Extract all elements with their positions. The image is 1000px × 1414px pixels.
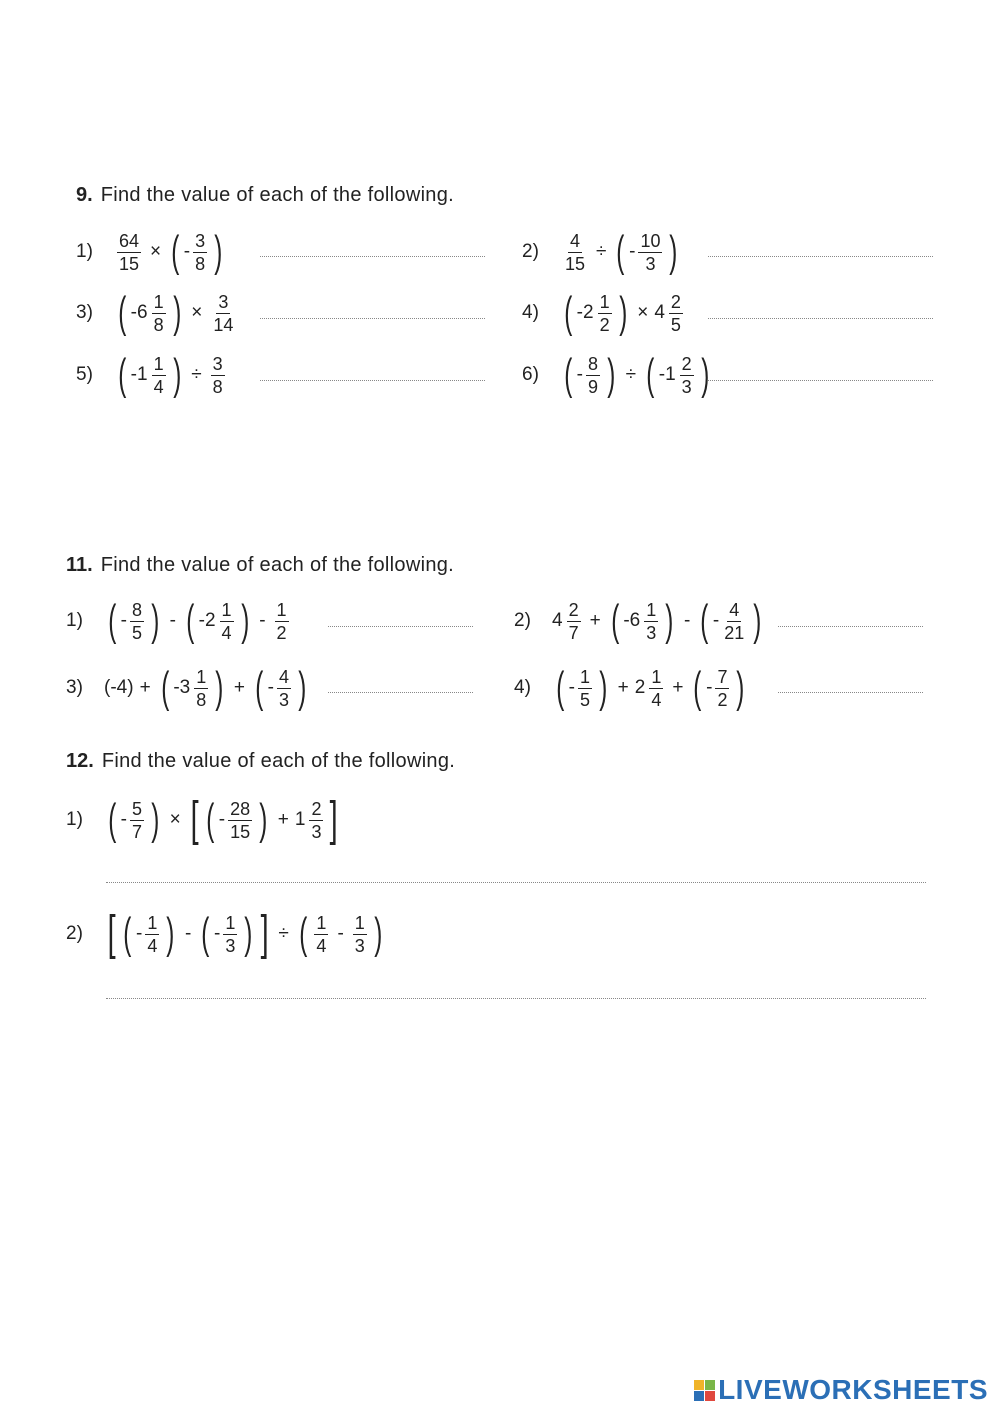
numerator: 1 xyxy=(276,599,287,620)
problem-11-1 xyxy=(66,591,292,651)
fraction xyxy=(130,601,144,642)
parenthesis: ) xyxy=(607,350,616,399)
denominator: 15 xyxy=(230,821,251,842)
fraction xyxy=(314,914,328,955)
problem-9-5 xyxy=(76,345,228,405)
fraction xyxy=(563,232,587,273)
answer-field-11-2[interactable] xyxy=(778,626,923,627)
operator: × xyxy=(169,809,181,830)
denominator: 3 xyxy=(354,935,365,956)
liveworksheets-logo xyxy=(694,1374,988,1406)
numerator: 1 xyxy=(153,291,164,312)
fraction xyxy=(598,293,612,334)
denominator: 15 xyxy=(565,253,586,274)
logo-tile xyxy=(694,1380,704,1390)
math-expression xyxy=(104,596,292,645)
answer-field-9-2[interactable] xyxy=(708,256,933,257)
problem-label: 4) xyxy=(522,302,539,323)
problem-9-2 xyxy=(522,222,682,282)
operator: - xyxy=(337,923,344,944)
sign: - xyxy=(576,364,583,385)
parenthesis: ) xyxy=(618,288,627,337)
problem-label: 6) xyxy=(522,364,539,385)
numerator: 1 xyxy=(646,599,657,620)
logo-tile xyxy=(705,1380,715,1390)
problem-label: 3) xyxy=(76,302,93,323)
numerator: 2 xyxy=(568,599,579,620)
denominator: 4 xyxy=(221,622,232,643)
denominator: 7 xyxy=(131,821,142,842)
parenthesis: ( xyxy=(646,350,655,399)
fraction xyxy=(152,355,166,396)
parenthesis: ( xyxy=(108,795,117,844)
math-expression xyxy=(114,350,228,399)
fraction xyxy=(145,914,159,955)
math-expression xyxy=(104,907,386,960)
parenthesis: ) xyxy=(665,596,674,645)
numerator: 1 xyxy=(221,599,232,620)
denominator: 14 xyxy=(213,314,234,335)
parenthesis: ) xyxy=(214,227,223,276)
parenthesis: ) xyxy=(172,288,181,337)
denominator: 4 xyxy=(316,935,327,956)
numerator: 10 xyxy=(640,230,661,251)
operator: × xyxy=(191,302,203,323)
numerator: 2 xyxy=(681,353,692,374)
parenthesis: ) xyxy=(259,795,268,844)
whole-number: 4 xyxy=(552,610,563,631)
operator: + xyxy=(233,677,246,698)
operator: × xyxy=(637,302,649,323)
parenthesis: ( xyxy=(700,596,709,645)
math-expression xyxy=(114,227,227,276)
denominator: 4 xyxy=(147,935,158,956)
section-12-heading xyxy=(66,750,455,773)
sign: - xyxy=(712,610,720,631)
operator: + xyxy=(139,677,151,698)
problem-9-1 xyxy=(76,222,227,282)
fraction xyxy=(722,601,746,642)
denominator: 21 xyxy=(724,622,745,643)
fraction xyxy=(277,668,291,709)
sign: - xyxy=(120,610,127,631)
numerator: 1 xyxy=(316,912,327,933)
numerator: 1 xyxy=(354,912,365,933)
fraction xyxy=(194,668,208,709)
parenthesis: ( xyxy=(186,596,195,645)
sign: - xyxy=(568,677,575,698)
numerator: 1 xyxy=(651,666,662,687)
math-expression xyxy=(114,288,238,337)
fraction xyxy=(353,914,367,955)
operator: - xyxy=(683,610,691,631)
math-expression xyxy=(552,663,749,712)
operator: ÷ xyxy=(596,241,607,262)
parenthesis: ( xyxy=(616,227,625,276)
numerator: 2 xyxy=(670,291,681,312)
operator: + xyxy=(277,809,289,830)
numerator: 1 xyxy=(153,353,164,374)
fraction xyxy=(220,601,234,642)
section-instruction: Find the value of each of the following. xyxy=(101,750,456,772)
answer-field-9-3[interactable] xyxy=(260,318,485,319)
parenthesis: ) xyxy=(298,663,307,712)
denominator: 2 xyxy=(276,622,287,643)
fraction xyxy=(649,668,663,709)
whole-number: 2 xyxy=(634,677,646,698)
parenthesis: ( xyxy=(118,350,127,399)
parenthesis: ( xyxy=(255,663,264,712)
problem-label: 1) xyxy=(76,241,93,262)
parenthesis: ) xyxy=(669,227,678,276)
denominator: 15 xyxy=(119,253,140,274)
bracket: [ xyxy=(107,907,116,960)
section-11-heading xyxy=(66,554,454,577)
problem-12-2 xyxy=(66,904,386,964)
brand-name: LIVEWORKSHEETS xyxy=(718,1374,988,1405)
denominator: 2 xyxy=(717,689,728,710)
sign: - xyxy=(267,677,274,698)
parenthesis: ( xyxy=(118,288,127,337)
denominator: 8 xyxy=(196,689,207,710)
denominator: 5 xyxy=(670,314,681,335)
fraction xyxy=(669,293,683,334)
bracket: ] xyxy=(330,793,339,846)
math-expression xyxy=(104,793,342,846)
problem-label: 5) xyxy=(76,364,93,385)
parenthesis: ) xyxy=(215,663,224,712)
parenthesis: ( xyxy=(564,350,573,399)
section-instruction: Find the value of each of the following. xyxy=(100,184,455,206)
parenthesis: ( xyxy=(160,663,170,712)
fraction xyxy=(567,601,581,642)
operator: × xyxy=(150,241,162,262)
parenthesis: ( xyxy=(201,909,210,958)
numerator: 28 xyxy=(230,798,251,819)
numerator: 8 xyxy=(131,599,142,620)
section-number: 9. xyxy=(76,184,93,206)
sign: - xyxy=(213,923,221,944)
fraction xyxy=(228,800,252,841)
math-expression xyxy=(560,350,713,399)
fraction xyxy=(275,601,289,642)
operator: - xyxy=(169,610,176,631)
denominator: 3 xyxy=(681,376,692,397)
whole-number: 1 xyxy=(294,809,306,830)
problem-label: 3) xyxy=(66,677,83,698)
operator: ÷ xyxy=(191,364,202,385)
sign: - xyxy=(706,677,713,698)
numerator: 8 xyxy=(587,353,598,374)
problem-label: 4) xyxy=(514,677,531,698)
whole-number: -6 xyxy=(623,610,641,631)
whole-number: -1 xyxy=(658,364,676,385)
parenthesis: ( xyxy=(108,596,117,645)
numerator: 4 xyxy=(729,599,740,620)
bracket: [ xyxy=(190,793,199,846)
denominator: 3 xyxy=(279,689,290,710)
logo-mark-icon xyxy=(694,1380,715,1401)
problem-11-2 xyxy=(514,591,766,651)
section-9-heading xyxy=(76,184,454,207)
operator: + xyxy=(617,677,629,698)
numerator: 4 xyxy=(279,666,290,687)
sign: - xyxy=(136,923,143,944)
answer-field-12-1[interactable] xyxy=(106,882,926,883)
operator: + xyxy=(672,677,684,698)
sign: - xyxy=(120,809,127,830)
operator: + xyxy=(589,610,601,631)
parenthesis: ) xyxy=(753,596,762,645)
answer-field-11-1[interactable] xyxy=(328,626,473,627)
parenthesis: ) xyxy=(151,596,160,645)
denominator: 5 xyxy=(579,689,590,710)
section-instruction: Find the value of each of the following. xyxy=(100,554,455,576)
parenthesis: ) xyxy=(240,596,249,645)
fraction xyxy=(211,355,225,396)
numerator: 3 xyxy=(212,353,223,374)
denominator: 3 xyxy=(646,622,657,643)
parenthesis: ) xyxy=(172,350,181,399)
parenthesis: ( xyxy=(206,795,215,844)
fraction xyxy=(117,232,141,273)
problem-11-3 xyxy=(66,658,311,718)
answer-field-9-5[interactable] xyxy=(260,380,485,381)
whole-number: -6 xyxy=(130,302,148,323)
operator: - xyxy=(185,923,192,944)
operator: ÷ xyxy=(625,364,637,385)
numerator: 1 xyxy=(579,666,590,687)
operator: - xyxy=(259,610,266,631)
fraction xyxy=(211,293,235,334)
parenthesis: ( xyxy=(693,663,702,712)
sign: - xyxy=(183,241,191,262)
fraction xyxy=(130,800,144,841)
parenthesis: ) xyxy=(374,909,383,958)
fraction xyxy=(152,293,166,334)
sign: (-4) xyxy=(104,677,134,698)
sign: - xyxy=(629,241,636,262)
parenthesis: ) xyxy=(151,795,160,844)
fraction xyxy=(309,800,323,841)
parenthesis: ( xyxy=(564,288,573,337)
denominator: 4 xyxy=(651,689,662,710)
fraction xyxy=(586,355,600,396)
answer-field-9-1[interactable] xyxy=(260,256,485,257)
answer-field-12-2[interactable] xyxy=(106,998,926,999)
numerator: 7 xyxy=(717,666,728,687)
whole-number: 4 xyxy=(654,302,665,323)
denominator: 8 xyxy=(212,376,223,397)
section-number: 12. xyxy=(66,750,94,772)
math-expression xyxy=(560,227,682,276)
parenthesis: ) xyxy=(166,909,175,958)
answer-field-9-4[interactable] xyxy=(708,318,933,319)
numerator: 5 xyxy=(131,798,142,819)
denominator: 9 xyxy=(587,376,598,397)
parenthesis: ) xyxy=(700,350,710,399)
numerator: 4 xyxy=(570,230,581,251)
math-expression xyxy=(560,288,686,337)
numerator: 1 xyxy=(599,291,610,312)
denominator: 8 xyxy=(195,253,206,274)
numerator: 3 xyxy=(195,230,206,251)
denominator: 3 xyxy=(225,935,236,956)
whole-number: -1 xyxy=(130,364,148,385)
denominator: 8 xyxy=(153,314,164,335)
parenthesis: ( xyxy=(123,909,132,958)
denominator: 3 xyxy=(311,821,322,842)
numerator: 3 xyxy=(218,291,229,312)
fraction xyxy=(638,232,662,273)
fraction xyxy=(715,668,729,709)
whole-number: -3 xyxy=(173,677,191,698)
logo-tile xyxy=(694,1391,704,1401)
whole-number: -2 xyxy=(576,302,594,323)
bracket: ] xyxy=(260,907,269,960)
whole-number: -2 xyxy=(198,610,216,631)
parenthesis: ) xyxy=(244,909,253,958)
problem-11-4 xyxy=(514,658,749,718)
denominator: 2 xyxy=(599,314,610,335)
denominator: 5 xyxy=(131,622,142,643)
problem-label: 2) xyxy=(522,241,539,262)
problem-label: 1) xyxy=(66,809,83,830)
fraction xyxy=(578,668,592,709)
answer-field-11-3[interactable] xyxy=(328,692,473,693)
parenthesis: ) xyxy=(599,663,608,712)
operator: ÷ xyxy=(278,923,289,944)
parenthesis: ( xyxy=(611,596,620,645)
fraction xyxy=(193,232,207,273)
numerator: 2 xyxy=(311,798,322,819)
problem-9-4 xyxy=(522,283,686,343)
problem-9-6 xyxy=(522,345,713,405)
answer-field-11-4[interactable] xyxy=(778,692,923,693)
fraction xyxy=(644,601,658,642)
sign: - xyxy=(218,809,226,830)
math-expression xyxy=(104,663,311,712)
numerator: 1 xyxy=(147,912,158,933)
parenthesis: ( xyxy=(556,663,565,712)
problem-label: 1) xyxy=(66,610,83,631)
logo-tile xyxy=(705,1391,715,1401)
fraction xyxy=(680,355,694,396)
numerator: 64 xyxy=(119,230,140,251)
denominator: 7 xyxy=(568,622,579,643)
numerator: 1 xyxy=(196,666,207,687)
problem-label: 2) xyxy=(514,610,531,631)
parenthesis: ( xyxy=(299,909,308,958)
parenthesis: ( xyxy=(171,227,180,276)
problem-label: 2) xyxy=(66,923,83,944)
fraction xyxy=(223,914,237,955)
answer-field-9-6[interactable] xyxy=(708,380,933,381)
math-expression xyxy=(552,596,766,645)
parenthesis: ) xyxy=(736,663,745,712)
problem-9-3 xyxy=(76,283,238,343)
section-number: 11. xyxy=(66,554,93,576)
problem-12-1 xyxy=(66,790,342,850)
denominator: 3 xyxy=(645,253,656,274)
denominator: 4 xyxy=(153,376,164,397)
numerator: 1 xyxy=(225,912,236,933)
